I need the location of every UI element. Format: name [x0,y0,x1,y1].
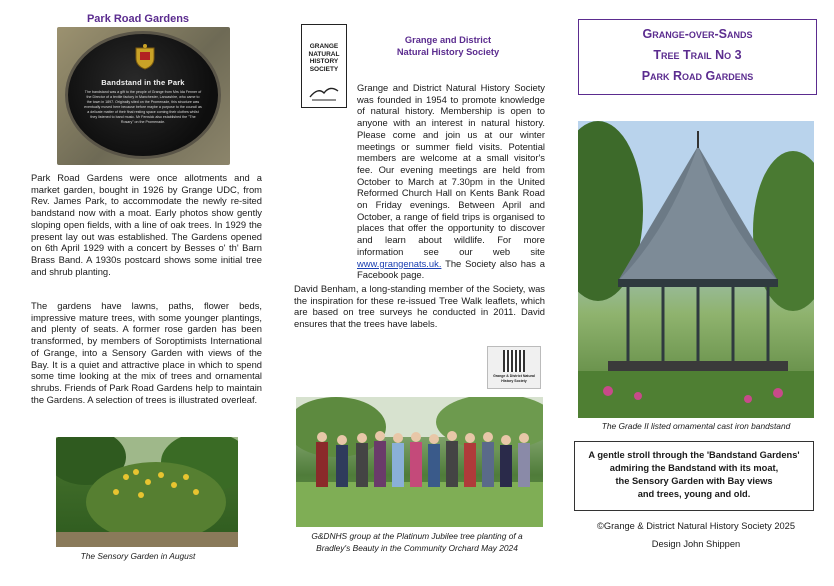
bandstand-photo [578,121,814,418]
society-text-main: Grange and District Natural History Society was founded in 1954 to promote knowledge of natural history. Membership is open to anyone with an interest in natural history. Please come and join us at our winter meetings or summer field visits. Potential members are welcome at a small visitor's fee. Our evening meetings are held from October to March at 7.30pm in the United Reformed Church Hall on Kents Bank Road on Friday evenings. Between April and October, a range of field trips is organised to places that offer the opportunity to discover and learn about wildlife. For more information see our web site [357,82,545,257]
society-text-end: The Society also has a Facebook page. [357,257,545,281]
stroll-line-1: A gentle stroll through the 'Bandstand Gardens' [588,450,800,460]
bandstand-caption: The Grade II listed ornamental cast iron bandstand [601,421,791,431]
society-title-line2: Natural History Society [396,47,500,57]
society-text [294,82,545,281]
website-link[interactable]: www.grangenats.uk. [357,257,442,269]
society-title-line1: Grange and District [404,35,492,45]
plaque-text: The bandstand was a gift to the people of Grange from Mrs Ida Fenner of the Director of a textile factory in Manchester, Lancashire, who came to the town in 1897. Originally sited on the Promenade, this structure was eventually moved here because before maybe a purpose to the council as a delicate matter of their final resting space coming their clothes whilst they listened to band music. Mr Fenwick also established the "The Rosary" on the Promenade. [84,90,202,124]
group-caption [278,530,556,554]
title-box [578,19,817,95]
plaque-photo [57,27,230,165]
park-heading: Park Road Gardens [86,13,190,25]
group-caption-line2: Bradley's Beauty in the Community Orchard May 2024 [316,543,518,553]
copyright: ©Grange & District Natural History Society 2025 [596,521,796,531]
garden-caption: The Sensory Garden in August [80,551,196,561]
title-line-1: Grange-over-Sands [642,27,753,41]
stroll-text [579,449,809,501]
sensory-garden-photo [56,437,238,547]
title-line-3: Park Road Gardens [641,69,754,83]
logo-text: GRANGE NATURAL HISTORY SOCIETY [308,43,340,73]
stroll-line-4: and trees, young and old. [637,489,751,499]
gardens-paragraph: The gardens have lawns, paths, flower beds, impressive mature trees, with some younger plantings, and plenty of seats. A former rose garden has been transformed, by members of Soroptimists International of Grange, into a Sensory Garden with views of the Bay. It is a quiet and attractive place in which to spend some time looking at the mix of trees and ornamental shrubs. Friends of Park Road Gardens help to maintain the Gardens. A selection of trees is illustrated overleaf. [31,300,262,405]
stroll-line-2: admiring the Bandstand with its moat, [609,463,779,473]
group-photo [296,397,543,527]
society-title [363,34,533,58]
qr-label: Grange & District Natural History Society [493,374,535,383]
stroll-box [574,441,814,511]
bandstand-plaque [65,31,221,159]
stroll-line-3: the Sensory Garden with Bay views [615,476,773,486]
design-credit: Design John Shippen [651,539,741,549]
crest-icon [134,44,156,70]
society-paragraph [294,82,545,281]
qr-code[interactable] [487,346,541,389]
benham-paragraph: David Benham, a long-standing member of the Society, was the inspiration for these re-issued Tree Walk leaflets, which are based on tree surveys he conducted in 2011. David ensures that the trees have labels. [294,283,545,330]
title-line-2: Tree Trail No 3 [653,48,742,62]
group-caption-line1: G&DNHS group at the Platinum Jubilee tree planting of a [311,531,523,541]
history-paragraph: Park Road Gardens were once allotments and a market garden, bought in 1926 by Grange UDC, from Rev. James Park, to accommodate the newly re-sited bandstand now with a moat. Early photos show gently sloping open fields, with a line of oak trees. In 1929 the present lay out was established. The Gardens opened on 6th April 1929 with a concert by Besses o' th' Barn Brass Band. A 1930s postcard shows some initial tree and shrub planting. [31,172,262,277]
qr-icon [503,350,525,372]
plaque-title: Bandstand in the Park [101,78,185,87]
